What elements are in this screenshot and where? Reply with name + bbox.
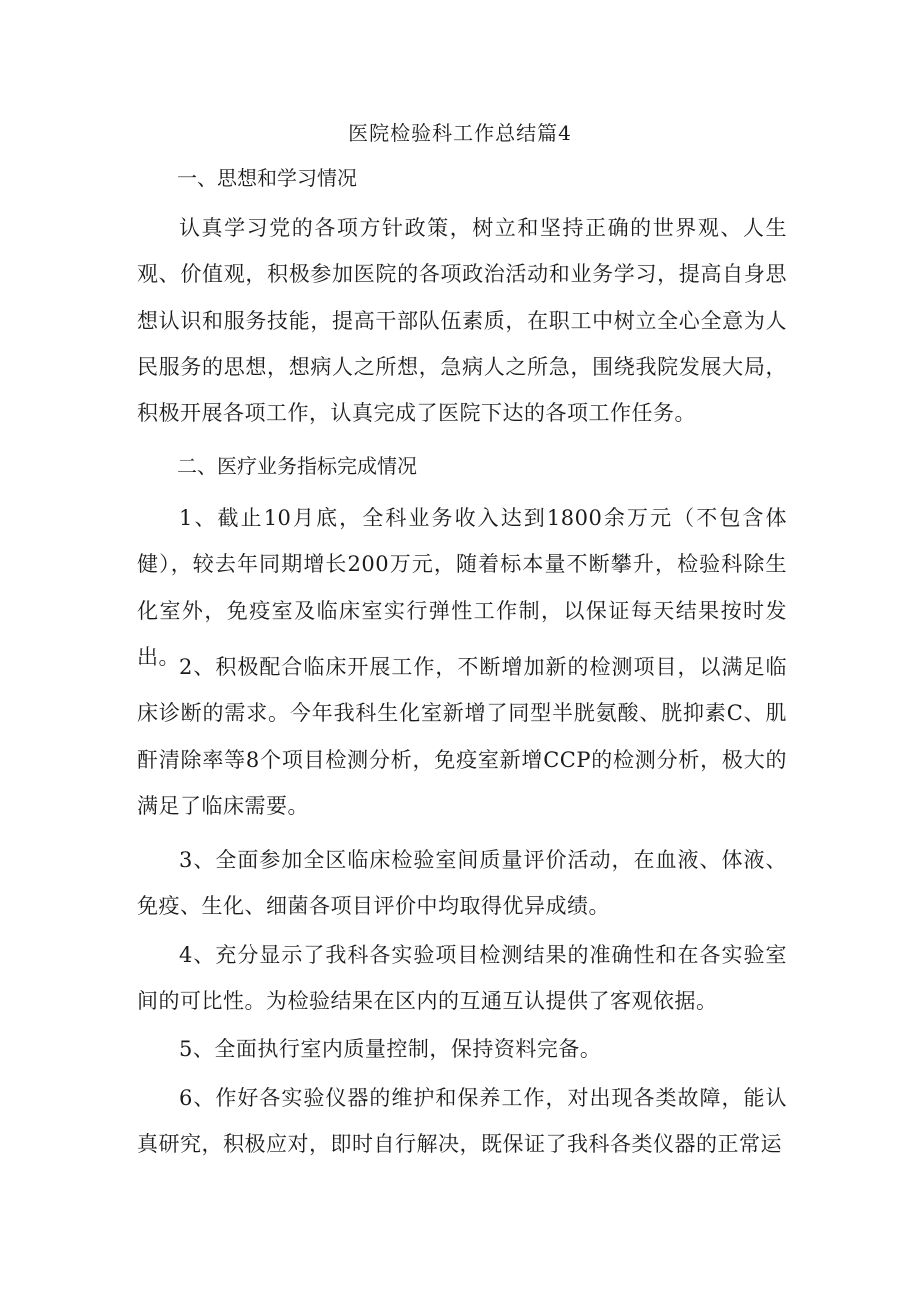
paragraph-2-1: 1、截止10月底，全科业务收入达到1800余万元（不包含体健），较去年同期增长200万元，随着标本量不断攀升，检验科除生化室外，免疫室及临床室实行弹性工作制，以保证每天结果按时发出。: [137, 506, 787, 669]
paragraph-2-4: 4、充分显示了我科各实验项目检测结果的准确性和在各实验室间的可比性。为检验结果在区内的互通互认提供了客观依据。: [137, 943, 787, 1014]
paragraph-2-5: 5、全面执行室内质量控制，保持资料完备。: [179, 1037, 602, 1061]
section-heading-1: 一、思想和学习情况: [177, 166, 357, 190]
paragraph-2-3: 3、全面参加全区临床检验室间质量评价活动，在血液、体液、免疫、生化、细菌各项目评价中均取得优异成绩。: [137, 848, 787, 919]
paragraph-2-6: 6、作好各实验仪器的维护和保养工作，对出现各类故障，能认真研究，积极应对，即时自行解决，既保证了我科各类仪器的正常运: [137, 1086, 787, 1157]
paragraph-1: 认真学习党的各项方针政策，树立和坚持正确的世界观、人生观、价值观，积极参加医院的各项政治活动和业务学习，提高自身思想认识和服务技能，提高干部队伍素质，在职工中树立全心全意为人民服务的思想，想病人之所想，急病人之所急，围绕我院发展大局，积极开展各项工作，认真完成了医院下达的各项工作任务。: [137, 216, 787, 426]
page-title: 医院检验科工作总结篇4: [348, 121, 572, 145]
section-heading-2: 二、医疗业务指标完成情况: [177, 454, 417, 478]
paragraph-2-2: 2、积极配合临床开展工作，不断增加新的检测项目，以满足临床诊断的需求。今年我科生化室新增了同型半胱氨酸、胱抑素C、肌酐清除率等8个项目检测分析，免疫室新增CCP的检测分析，极大的满足了临床需要。: [137, 655, 787, 818]
